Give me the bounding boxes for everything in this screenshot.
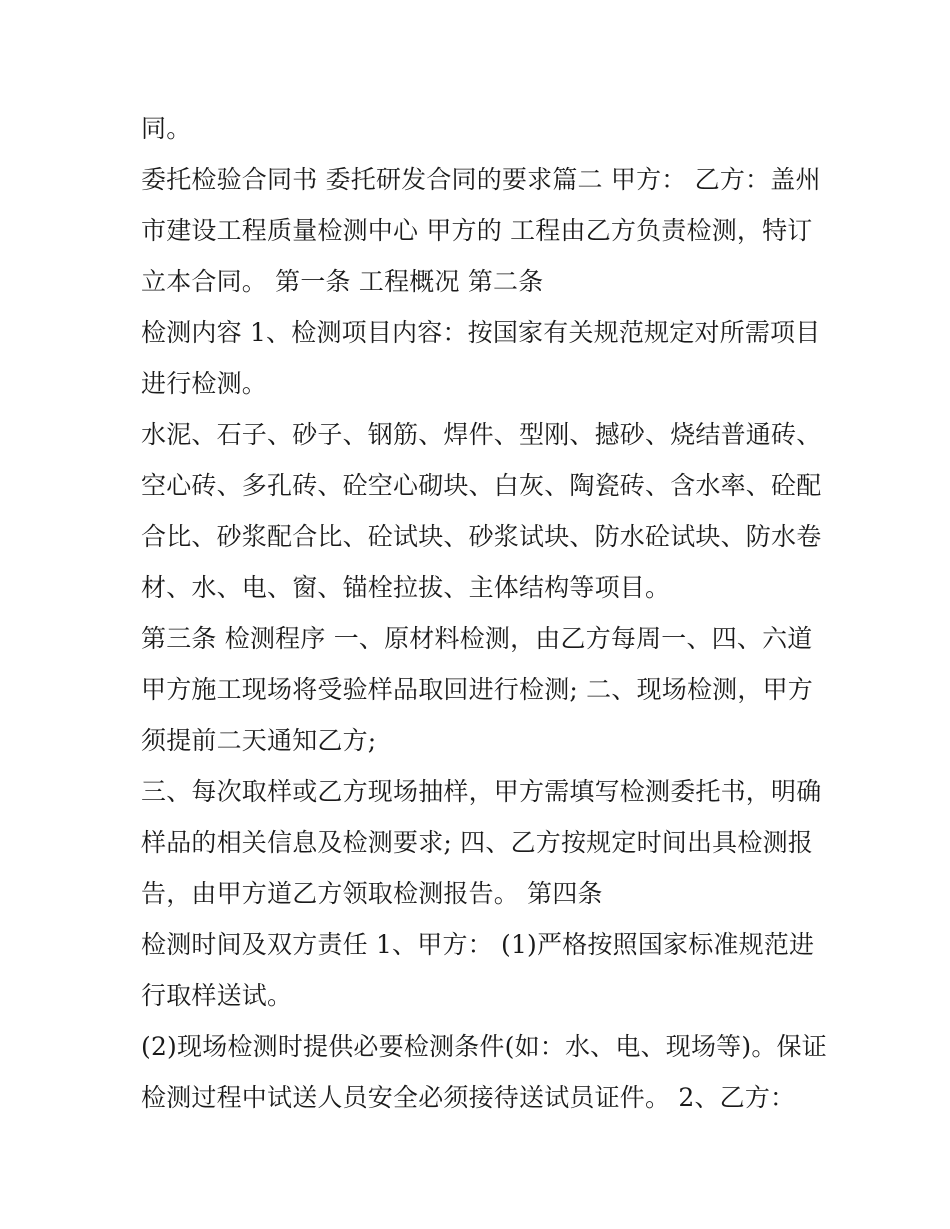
text-line: 水泥、石子、砂子、钢筋、焊件、型刚、撼砂、烧结普通砖、: [141, 420, 822, 449]
text-line: 进行检测。: [141, 369, 268, 398]
text-line: 检测时间及双方责任 1、甲方： (1)严格按照国家标准规范进: [141, 930, 815, 959]
text-line: 立本合同。 第一条 工程概况 第二条: [141, 267, 544, 296]
text-line: (2)现场检测时提供必要检测条件(如：水、电、现场等)。保证: [141, 1032, 827, 1061]
document-body: [141, 103, 827, 1123]
text-line: 甲方施工现场将受验样品取回进行检测; 二、现场检测，甲方: [141, 675, 813, 704]
text-line: 三、每次取样或乙方现场抽样，甲方需填写检测委托书，明确: [141, 777, 822, 806]
text-line: 须提前二天通知乙方;: [141, 726, 377, 755]
text-line: 告，由甲方道乙方领取检测报告。 第四条: [141, 879, 603, 908]
text-line: 合比、砂浆配合比、砼试块、砂浆试块、防水砼试块、防水卷: [141, 522, 822, 551]
text-line: 同。: [141, 114, 192, 143]
text-line: 委托检验合同书 委托研发合同的要求篇二 甲方： 乙方：盖州: [141, 165, 821, 194]
text-line: 行取样送试。: [141, 981, 293, 1010]
text-line: 空心砖、多孔砖、砼空心砌块、白灰、陶瓷砖、含水率、砼配: [141, 471, 822, 500]
text-line: 样品的相关信息及检测要求; 四、乙方按规定时间出具检测报: [141, 828, 813, 857]
text-line: 检测过程中试送人员安全必须接待送试员证件。 2、乙方：: [141, 1083, 796, 1112]
text-line: 市建设工程质量检测中心 甲方的 工程由乙方负责检测，特订: [141, 216, 813, 245]
text-line: 第三条 检测程序 一、原材料检测，由乙方每周一、四、六道: [141, 624, 813, 653]
text-line: 检测内容 1、检测项目内容：按国家有关规范规定对所需项目: [141, 318, 821, 347]
text-line: 材、水、电、窗、锚栓拉拔、主体结构等项目。: [141, 573, 671, 602]
